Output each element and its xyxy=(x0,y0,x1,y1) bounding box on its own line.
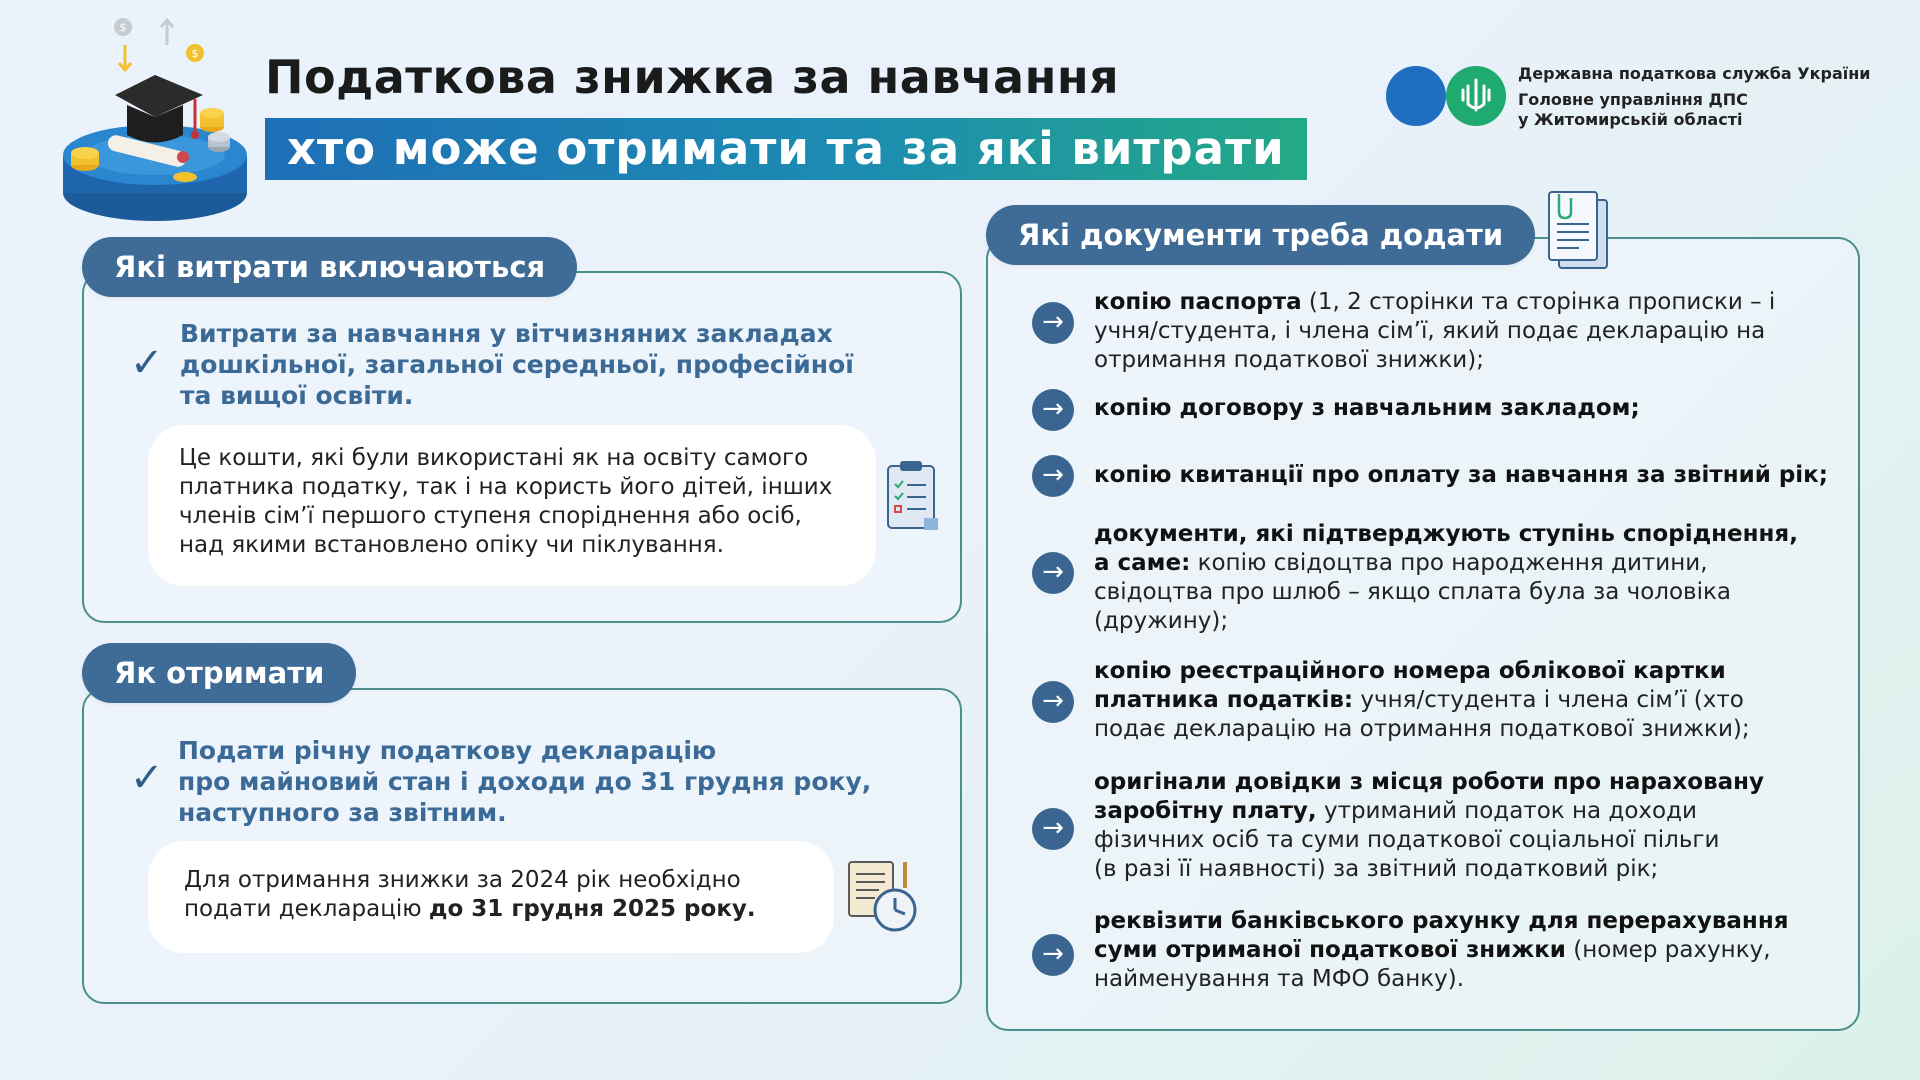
document-item-7: реквізити банківського рахунку для перерахування суми отриманої податкової знижки (номер рахунку, найменування та МФО банку). xyxy=(1094,908,1789,992)
documents-paperclip-icon xyxy=(1543,188,1613,272)
org-line-1: Державна податкова служба України xyxy=(1518,64,1871,83)
document-item-5: копію реєстраційного номера облікової картки платника податків: учня/студента і члена сім’ї (хто подає декларацію на отримання податкової знижки); xyxy=(1094,658,1750,742)
expenses-heading: Які витрати включаються xyxy=(82,237,577,297)
how-details: Для отримання знижки за 2024 рік необхідно подати декларацію до 31 грудня 2025 року. xyxy=(184,867,756,922)
expenses-highlight: Витрати за навчання у вітчизняних закладах дошкільної, загальної середньої, професійної та вищої освіти. xyxy=(180,319,854,410)
expenses-details: Це кошти, які були використані як на освіту самого платника податку, так і на користь його дітей, інших членів сім’ї першого ступеня споріднення або осіб, над якими встановлено опіку чи піклування. xyxy=(179,445,833,558)
arrow-icon: → xyxy=(1032,681,1074,723)
org-line-3: у Житомирській області xyxy=(1518,110,1743,129)
document-item-2: копію договору з навчальним закладом; xyxy=(1094,395,1640,421)
check-icon: ✓ xyxy=(130,340,164,386)
dps-logo-green-circle xyxy=(1446,66,1506,126)
graduation-cap-coins-icon xyxy=(55,15,255,225)
svg-text:$: $ xyxy=(191,47,199,60)
page-title: Податкова знижка за навчання xyxy=(265,50,1120,104)
arrow-icon: → xyxy=(1032,302,1074,344)
page-subtitle: хто може отримати та за які витрати xyxy=(265,118,1307,180)
document-clock-icon xyxy=(845,858,921,934)
document-item-4: документи, які підтверджують ступінь споріднення, а саме: копію свідоцтва про народження дитини, свідоцтва про шлюб – якщо сплата була за чоловіка (дружину); xyxy=(1094,521,1798,634)
arrow-icon: → xyxy=(1032,552,1074,594)
organization-name xyxy=(1518,64,1871,130)
document-item-3: копію квитанції про оплату за навчання за звітний рік; xyxy=(1094,462,1828,488)
documents-heading: Які документи треба додати xyxy=(986,205,1535,265)
svg-text:$: $ xyxy=(119,21,127,34)
arrow-icon: → xyxy=(1032,934,1074,976)
check-icon: ✓ xyxy=(130,755,164,801)
dps-logo-blue-circle xyxy=(1386,66,1446,126)
arrow-icon: → xyxy=(1032,389,1074,431)
org-line-2: Головне управління ДПС xyxy=(1518,90,1748,109)
arrow-icon: → xyxy=(1032,455,1074,497)
how-highlight: Подати річну податкову декларацію про майновий стан і доходи до 31 грудня року, наступного за звітним. xyxy=(178,736,872,827)
trident-icon xyxy=(1446,66,1506,126)
how-heading: Як отримати xyxy=(82,643,356,703)
document-item-1: копію паспорта (1, 2 сторінки та сторінка прописки – і учня/студента, і члена сім’ї, який подає декларацію на отримання податкової знижки); xyxy=(1094,289,1776,373)
arrow-icon: → xyxy=(1032,808,1074,850)
clipboard-checklist-icon xyxy=(884,458,940,532)
document-item-6: оригінали довідки з місця роботи про нараховану заробітну плату, утриманий податок на доходи фізичних осіб та суми податкової соціальної пільги (в разі її наявності) за звітний податковий рік; xyxy=(1094,769,1765,882)
